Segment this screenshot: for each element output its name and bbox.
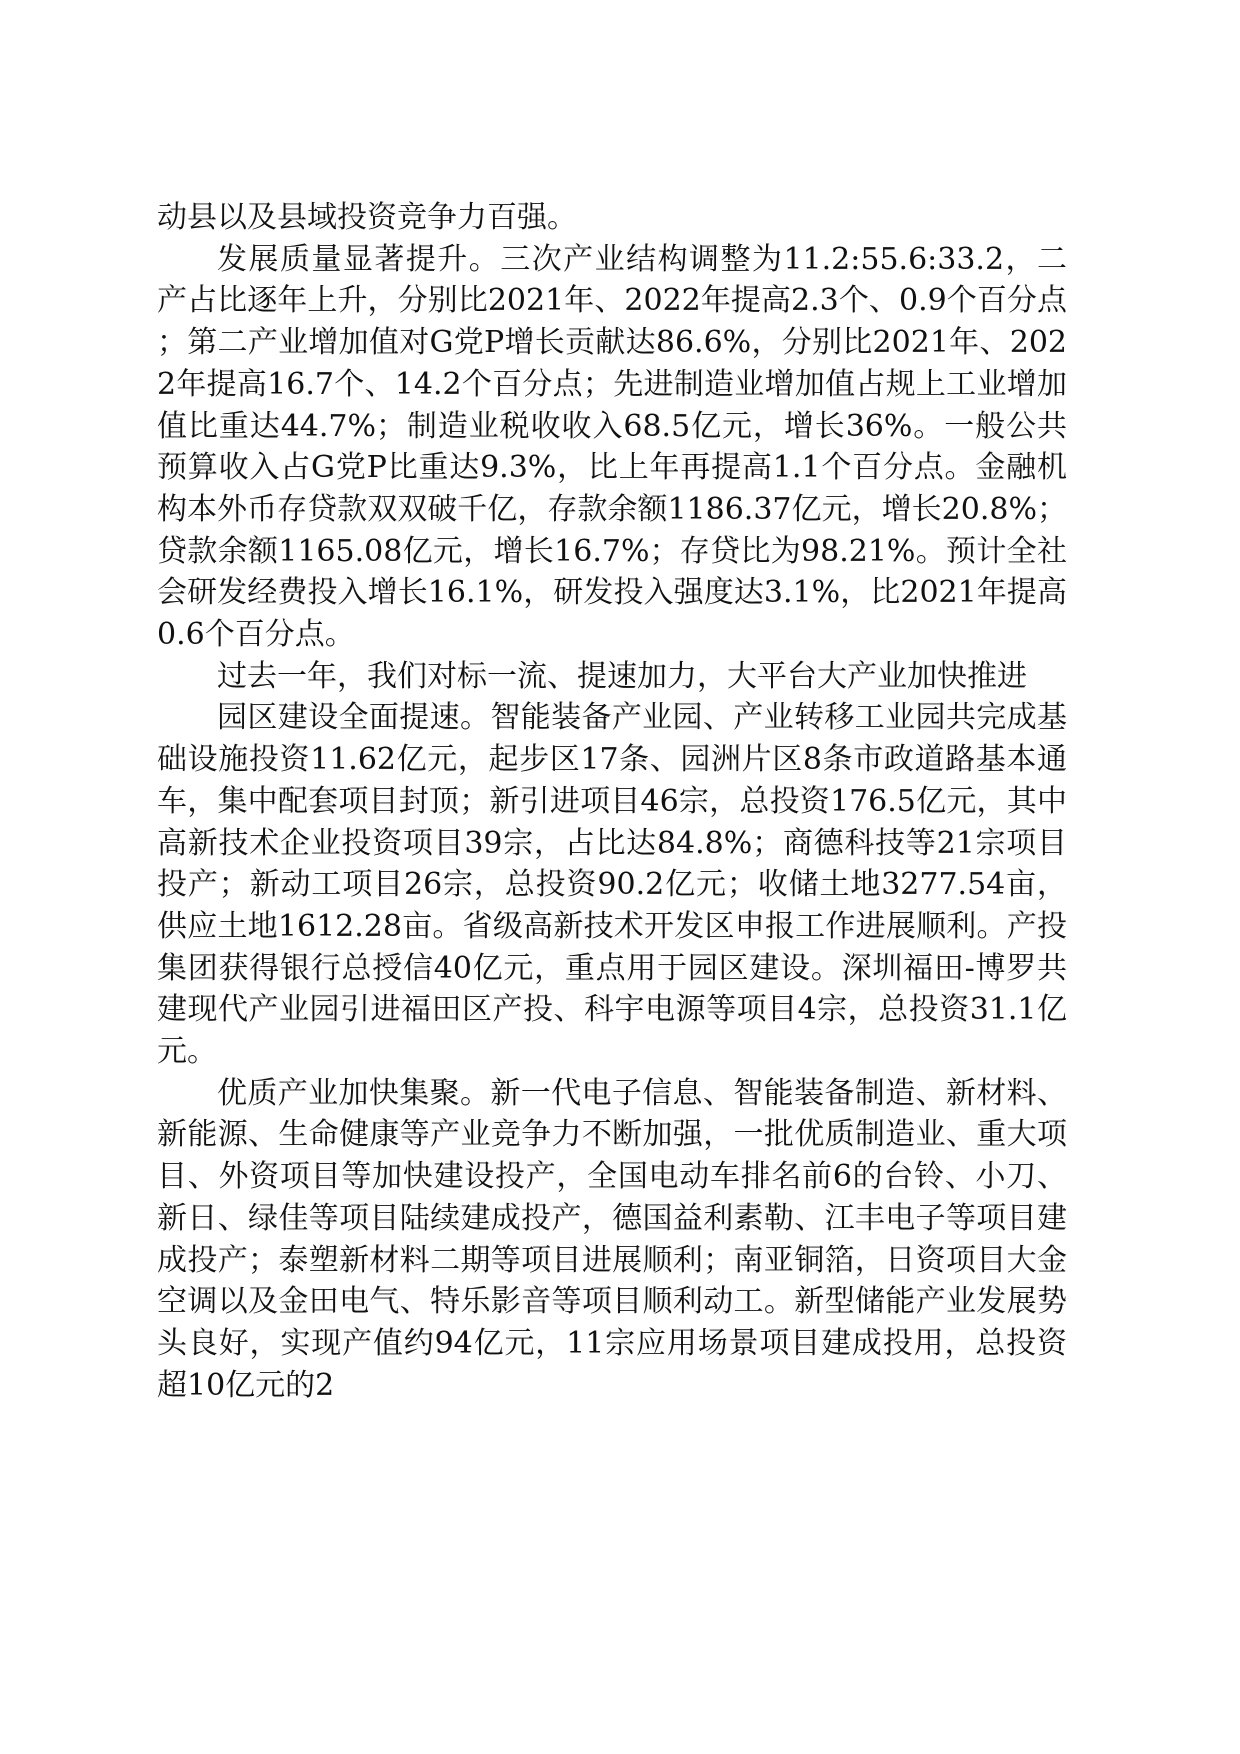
paragraph-industry-clustering: 优质产业加快集聚。新一代电子信息、智能装备制造、新材料、新能源、生命健康等产业竞争力不断加强，一批优质制造业、重大项目、外资项目等加快建设投产，全国电动车排名前6的台铃、小刀、新日、绿佳等项目陆续建成投产，德国益利素勒、江丰电子等项目建成投产；泰塑新材料二期等项目进展顺利；南亚铜箔，日资项目大金空调以及金田电气、特乐影音等项目顺利动工。新型储能产业发展势头良好，实现产值约94亿元，11宗应用场景项目建成投用，总投资超10亿元的2 — [157, 1075, 1067, 1403]
section-heading-platform-industry: 过去一年，我们对标一流、提速加力，大平台大产业加快推进 — [217, 658, 1027, 694]
document-body — [157, 197, 1067, 1406]
paragraph-park-construction: 园区建设全面提速。智能装备产业园、产业转移工业园共完成基础设施投资11.62亿元，起步区17条、园洲片区8条市政道路基本通车，集中配套项目封顶；新引进项目46宗，总投资176.5亿元，其中高新技术企业投资项目39宗，占比达84.8%；商德科技等21宗项目投产；新动工项目26宗，总投资90.2亿元；收储土地3277.54亩，供应土地1612.28亩。省级高新技术开发区申报工作进展顺利。产投集团获得银行总授信40亿元，重点用于园区建设。深圳福田-博罗共建现代产业园引进福田区产投、科宇电源等项目4宗，总投资31.1亿元。 — [157, 700, 1067, 1070]
paragraph-development-quality: 发展质量显著提升。三次产业结构调整为11.2:55.6:33.2，二产占比逐年上升，分别比2021年、2022年提高2.3个、0.9个百分点；第二产业增加值对G党P增长贡献达86.6%，分别比2021年、2022年提高16.7个、14.2个百分点；先进制造业增加值占规上工业增加值比重达44.7%；制造业税收收入68.5亿元，增长36%。一般公共预算收入占G党P比重达9.3%，比上年再提高1.1个百分点。金融机构本外币存贷款双双破千亿，存款余额1186.37亿元，增长20.8%；贷款余额1165.08亿元，增长16.7%；存贷比为98.21%。预计全社会研发经费投入增长16.1%，研发投入强度达3.1%，比2021年提高0.6个百分点。 — [157, 241, 1067, 653]
paragraph-continuation: 动县以及县域投资竞争力百强。 — [157, 200, 577, 235]
